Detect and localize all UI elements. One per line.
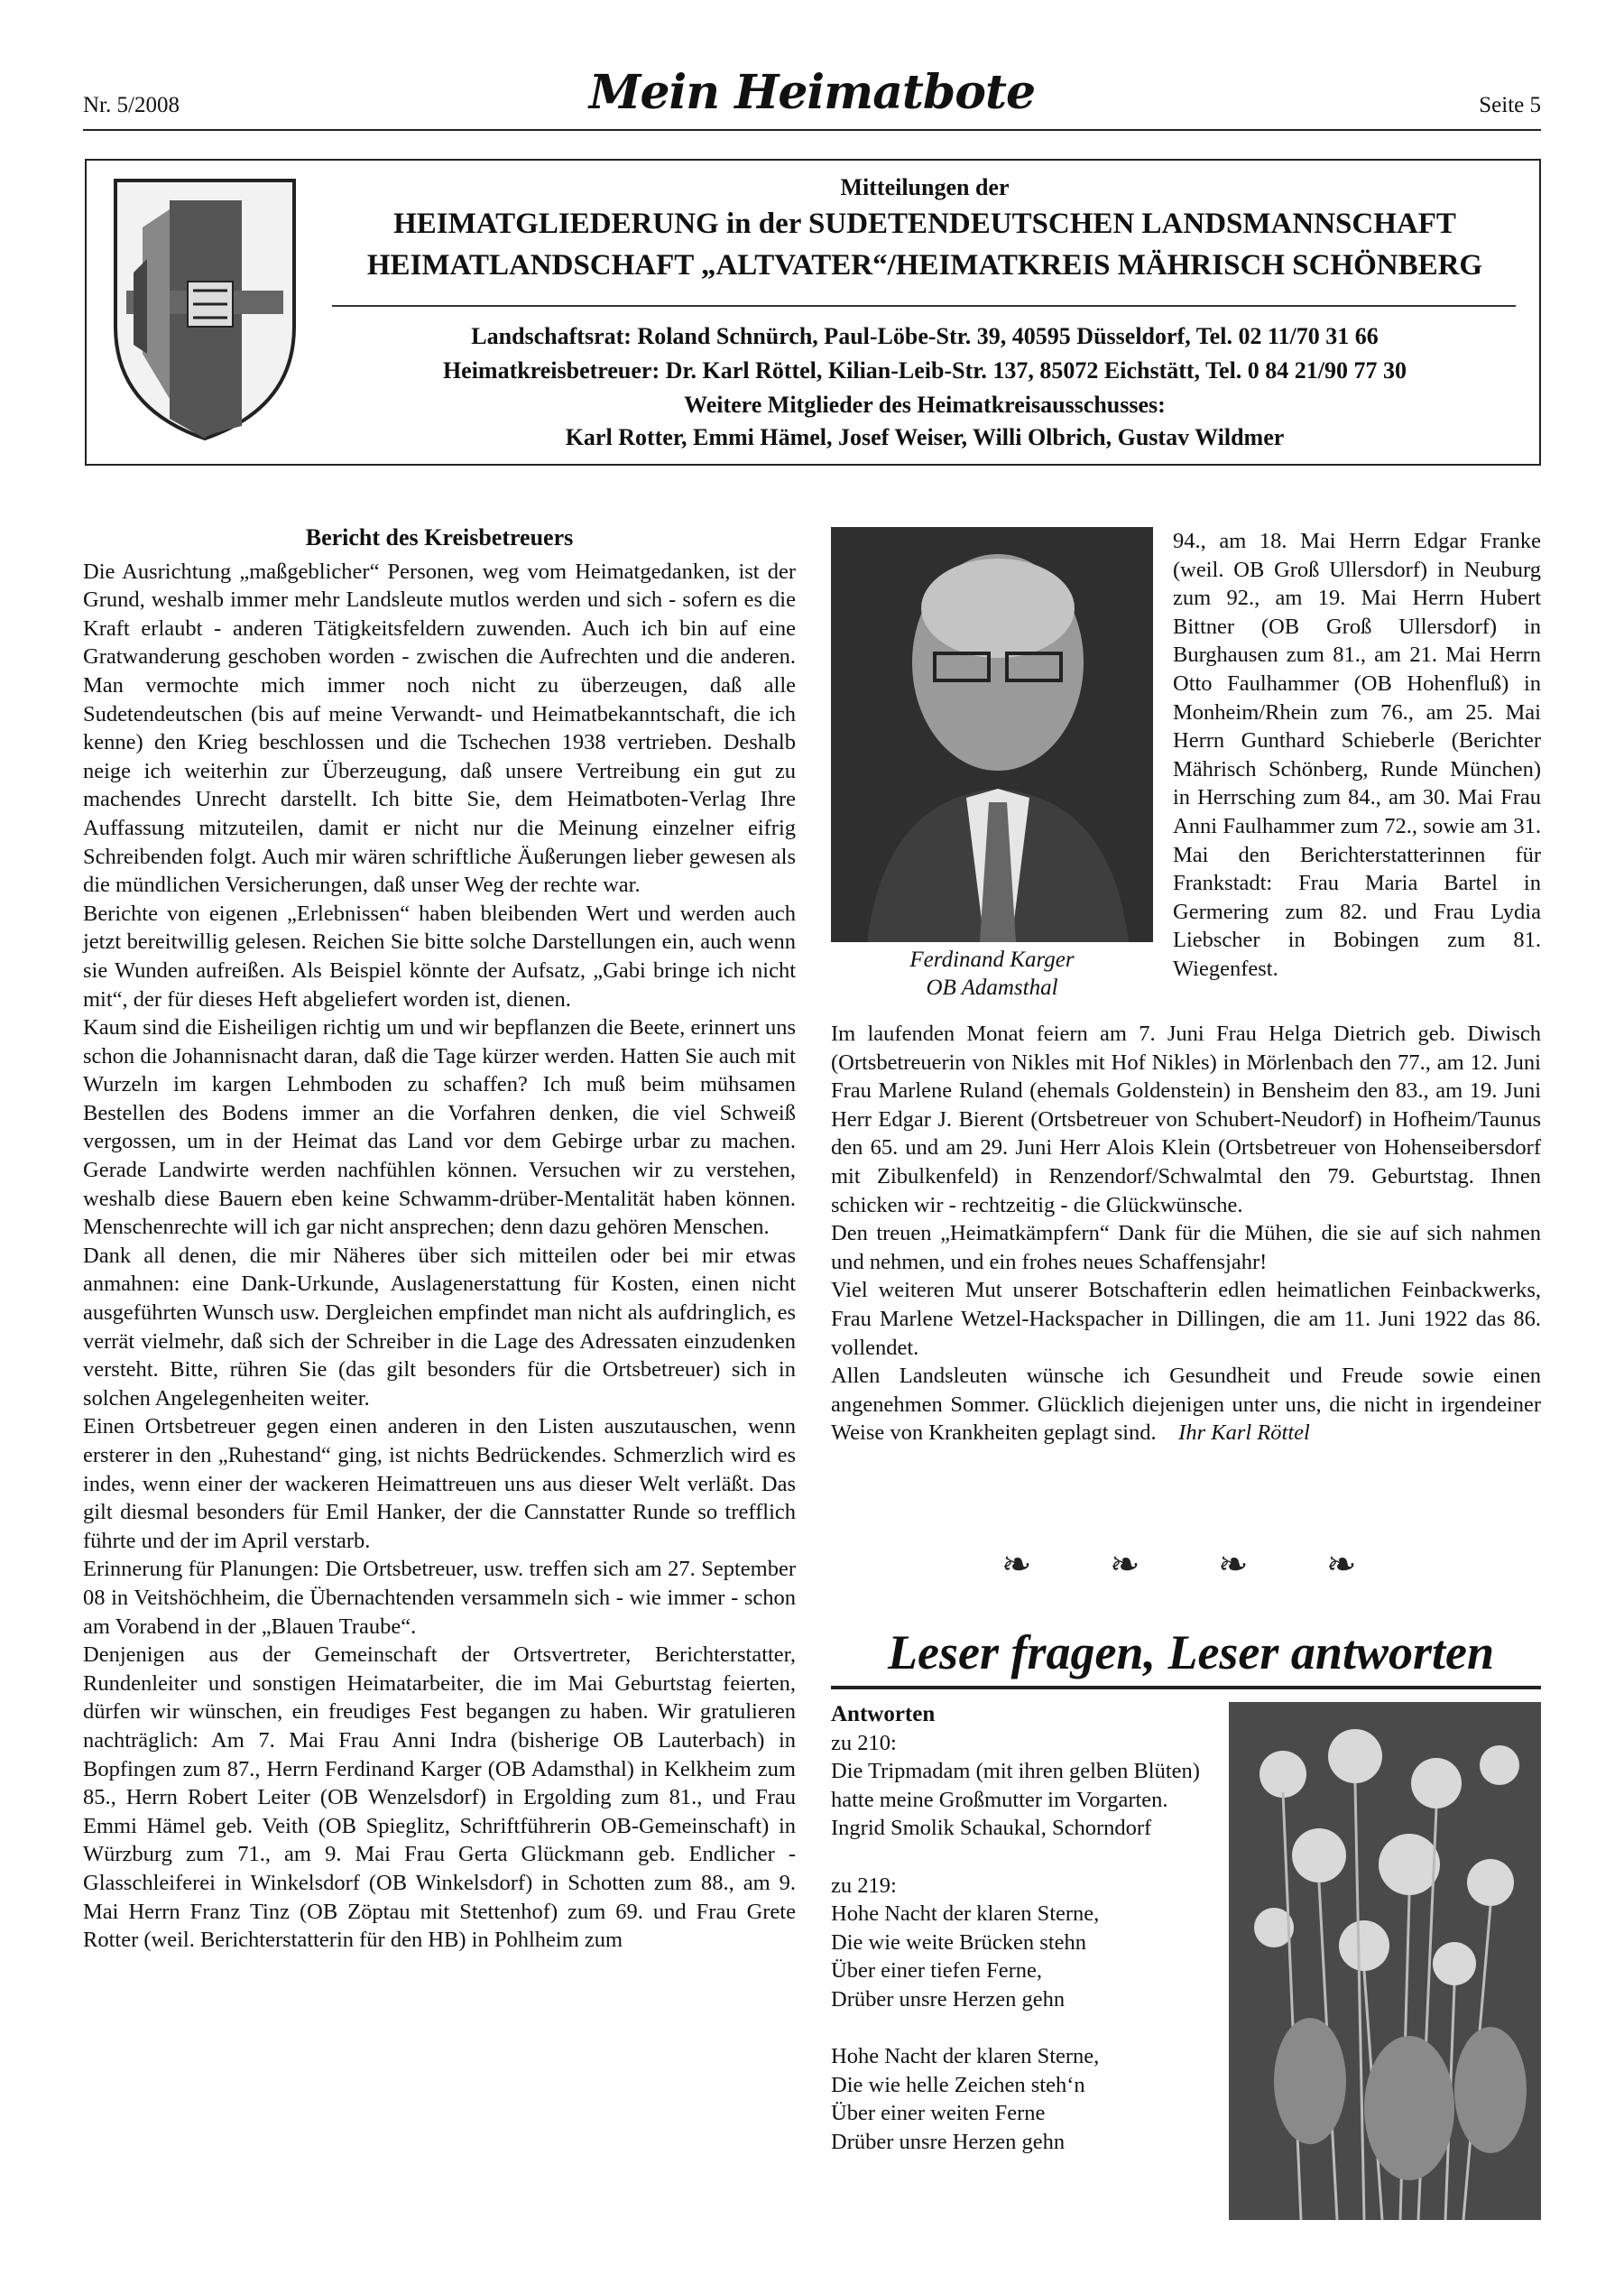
article-paragraph: 94., am 18. Mai Herrn Edgar Franke (weil. OB Groß Ullersdorf) in Neuburg zum 92., am 19. Mai Herrn Hubert Bittner (OB Groß Ullersdorf) in Burghausen zum 81., am 21. Mai Herrn Otto Faulhammer (OB Hohenfluß) in Monheim/Rhein zum 76., am 25. Mai Herrn Gunthard Schieberle (Berichter Mährisch Schönberg, Runde München) in Herrsching zum 84., am 30. Mai Frau Anni Faulhammer zum 72., sowie am 31. Mai den Berichterstatterinnen für Frankstadt: Frau Maria Bartel in Germering zum 82. und Frau Lydia Liebscher in Bobingen zum 81. Wiegenfest. [1173,529,1541,981]
plant-photo [1229,1702,1541,2220]
question-label: zu 210: [831,1730,897,1755]
poem-line: Die wie weite Brücken stehn [831,1929,1087,1955]
issue-number: Nr. 5/2008 [83,93,180,117]
caption-role: OB Adamsthal [926,976,1058,1000]
answer-text: Die Tripmadam (mit ihren gelben Blüten) hatte meine Großmutter im Vorgarten. [831,1759,1200,1812]
box-divider [332,305,1516,307]
article-left-column [83,523,796,1955]
caption-name: Ferdinand Karger [909,948,1075,972]
poem-line: Hohe Nacht der klaren Sterne, [831,1901,1100,1927]
poem-line: Drüber unsre Herzen gehn [831,1986,1066,2012]
article-paragraph: Dank all denen, die mir Näheres über sich mitteilen oder bei mir etwas anmahnen: eine Dank-Urkunde, Auslagenerstattung für Kosten, einen nicht ausgeführten Wunsch usw. Dergleichen empfindet man nicht als aufdringlich, es verrät vielmehr, daß sich der Schreiber in die Lage des Adressaten einzudenken versteht. Bitte, rühren Sie (das gilt besonders für die Ortsbetreuer) sich in solchen Angelegenheiten weiter. [83,1243,796,1411]
poem-line: Drüber unsre Herzen gehn [831,2129,1066,2154]
ornament-icon: ❧ [1110,1544,1140,1585]
box-line-2: HEIMATGLIEDERUNG in der SUDETENDEUTSCHEN LANDSMANNSCHAFT [393,208,1456,240]
box-line-7: Karl Rotter, Emmi Hämel, Josef Weiser, Willi Olbrich, Gustav Wildmer [565,424,1285,450]
header-rule [83,129,1541,131]
box-line-6: Weitere Mitglieder des Heimatkreisausschusses: [684,392,1166,418]
article-paragraph [831,1362,1541,1448]
article-right-wide [831,1020,1541,1448]
poem-line: Über einer weiten Ferne [831,2101,1046,2126]
signature: Ihr Karl Röttel [1178,1420,1310,1446]
ornament-icon: ❧ [1001,1544,1032,1585]
ornament-icon: ❧ [1218,1544,1249,1585]
photo-caption [831,946,1153,1002]
box-line-3: HEIMATLANDSCHAFT „ALTVATER“/HEIMATKREIS MÄHRISCH SCHÖNBERG [366,249,1483,282]
article-paragraph: Die Ausrichtung „maßgeblicher“ Personen, weg vom Heimatgedanken, ist der Grund, weshalb immer mehr Landsleute mutlos werden und sich - sofern es die Kraft erlaubt - anderen Tätigkeitsfeldern zuwenden. Auch ich bin auf eine Gratwanderung geschoben worden - zwischen die Aufrechten und die anderen. Man vermochte mich immer noch nicht zu überzeugen, daß alle Sudetendeutschen (bis auf meine Verwandt- und Heimatbekanntschaft, die ich kenne) den Krieg beschlossen und die Tschechen 1938 vertrieben. Deshalb neige ich weiterhin zur Überzeugung, daß unsere Vertreibung ein gut zu machendes Unrecht darstellt. Ich bitte Sie, dem Heimatboten-Verlag Ihre Auffassung mitzuteilen, damit er nicht nur die Meinung einzelner eifrig Schreibenden folgt. Auch mir wären schriftliche Äußerungen lieber gewesen als die mündlichen Versicherungen, daß unser Weg der rechte war. [83,559,796,898]
box-line-1: Mitteilungen der [840,174,1010,200]
portrait-photo [831,527,1153,942]
masthead-title: Mein Heimatbote [588,65,1036,120]
box-line-5: Heimatkreisbetreuer: Dr. Karl Röttel, Kilian-Leib-Str. 137, 85072 Eichstätt, Tel. 0 84 21/90 77 30 [442,357,1407,384]
article-paragraph: Kaum sind die Eisheiligen richtig um und wir bepflanzen die Beete, erinnert uns schon die Johannisnacht daran, daß die Tage kürzer werden. Hatten Sie auch mit Wurzeln im kargen Lehmboden zu schaffen? Ich muß beim mühsamen Bestellen des Bodens immer an die Vorfahren denken, die viel Schweiß vergossen, um in der Heimat das Land vor dem Gebirge urbar zu machen. Gerade Landwirte werden nachfühlen können. Versuchen wir zu verstehen, weshalb diese Bauern eben keine Schwamm-drüber-Mentalität haben können. Menschenrechte will ich gar nicht ansprechen; denn dazu gehören Menschen. [83,1015,796,1240]
article-paragraph: Viel weiteren Mut unserer Botschafterin edlen heimatlichen Feinbackwerks, Frau Marlene Wetzel-Hackspacher in Dillingen, die am 11. Juni 1922 das 86. vollendet. [831,1278,1541,1360]
section-title: Leser fragen, Leser antworten [888,1625,1494,1679]
article-paragraph: Denjenigen aus der Gemeinschaft der Ortsvertreter, Berichterstatter, Rundenleiter und sonstigen Heimatarbeiter, die im Mai Geburtstag feierten, dürfen wir wünschen, ein freudiges Fest begangen zu haben. Wir gratulieren nachträglich: Am 7. Mai Frau Anni Indra (bisherige OB Lauterbach) in Bopfingen zum 87., Herrn Ferdinand Karger (OB Adamsthal) in Kelkheim zum 85., Herrn Robert Leiter (OB Wenzelsdorf) in Ergolding zum 81., und Frau Emmi Hämel geb. Veith (OB Spieglitz, Schriftführerin OB-Gemeinschaft) in Würzburg zum 71., am 9. Mai Frau Gerta Glückmann geb. Endlicher - Glasschleiferei in Winkelsdorf (OB Winkelsdorf) in Schotten zum 88., am 9. Mai Herrn Franz Tinz (OB Zöptau mit Stettenhof) zum 69. und Frau Grete Rotter (weil. Berichterstatterin für den HB) in Pohlheim zum [83,1642,796,1953]
article-paragraph: Erinnerung für Planungen: Die Ortsbetreuer, usw. treffen sich am 27. September 08 in Veitshöchheim, die Übernachtenden versammeln sich - wie immer - schon am Vorabend in der „Blauen Traube“. [83,1557,796,1639]
poem-line: Über einer tiefen Ferne, [831,1958,1042,1984]
article-title: Bericht des Kreisbetreuers [305,524,574,550]
article-paragraph: Berichte von eigenen „Erlebnissen“ haben bleibenden Wert und werden auch jetzt bereitwillig gelesen. Reichen Sie bitte solche Darstellungen ein, auch wenn sie Wunden aufreißen. Als Beispiel könnte der Aufsatz, „Gabi bringe ich nicht mit“, der für dieses Heft abgeliefert worden ist, dienen. [83,901,796,1012]
box-line-4: Landschaftsrat: Roland Schnürch, Paul-Löbe-Str. 39, 40595 Düsseldorf, Tel. 02 11/70 31 66 [471,323,1379,349]
article-paragraph: Im laufenden Monat feiern am 7. Juni Frau Helga Dietrich geb. Diwisch (Ortsbetreuerin von Nikles mit Hof Nikles) in Mörlenbach den 77., am 12. Juni Frau Marlene Ruland (ehemals Goldenstein) in Bensheim den 83., am 19. Juni Herr Edgar J. Bierent (Ortsbetreuer von Schubert-Neudorf) in Hofheim/Taunus den 65. und am 29. Juni Herr Alois Klein (Ortsbetreuer von Hohenseibersdorf mit Zibulkenfeld) in Renzendorf/Schwalmtal den 79. Geburtstag. Ihnen schicken wir - rechtzeitig - die Glückwünsche. [831,1022,1541,1217]
article-paragraph: Einen Ortsbetreuer gegen einen anderen in den Listen auszutauschen, wenn ersterer in den „Ruhestand“ ging, ist nichts Bedrückendes. Schmerzlich wird es indes, wenn einer der wackeren Heimattreuen uns aus dieser Welt verläßt. Das gilt diesmal besonders für Emil Hanker, der die Cannstatter Runde so trefflich führte und der im April verstarb. [83,1414,796,1553]
announcement-box [85,159,1541,466]
poem-line: Die wie helle Zeichen steh‘n [831,2072,1085,2097]
article-right-narrow [1173,527,1541,984]
answers-column [831,1700,1217,2157]
answers-heading: Antworten [831,1702,936,1726]
closing-text: Allen Landsleuten wünsche ich Gesundheit und Freude sowie einen angenehmen Sommer. Glücklich diejenigen unter uns, die nicht in irgendeiner Weise von Krankheiten geplagt sind. [831,1364,1541,1446]
page-number: Seite 5 [1479,93,1541,117]
question-label: zu 219: [831,1873,897,1898]
section-rule [831,1686,1541,1689]
poem-line: Hohe Nacht der klaren Sterne, [831,2044,1100,2069]
article-paragraph: Den treuen „Heimatkämpfern“ Dank für die Mühen, die sie auf sich nahmen und nehmen, und ein frohes neues Schaffensjahr! [831,1221,1541,1274]
answer-author: Ingrid Smolik Schaukal, Schorndorf [831,1816,1152,1841]
ornament-icon: ❧ [1326,1544,1357,1585]
coat-of-arms-icon [106,173,303,444]
